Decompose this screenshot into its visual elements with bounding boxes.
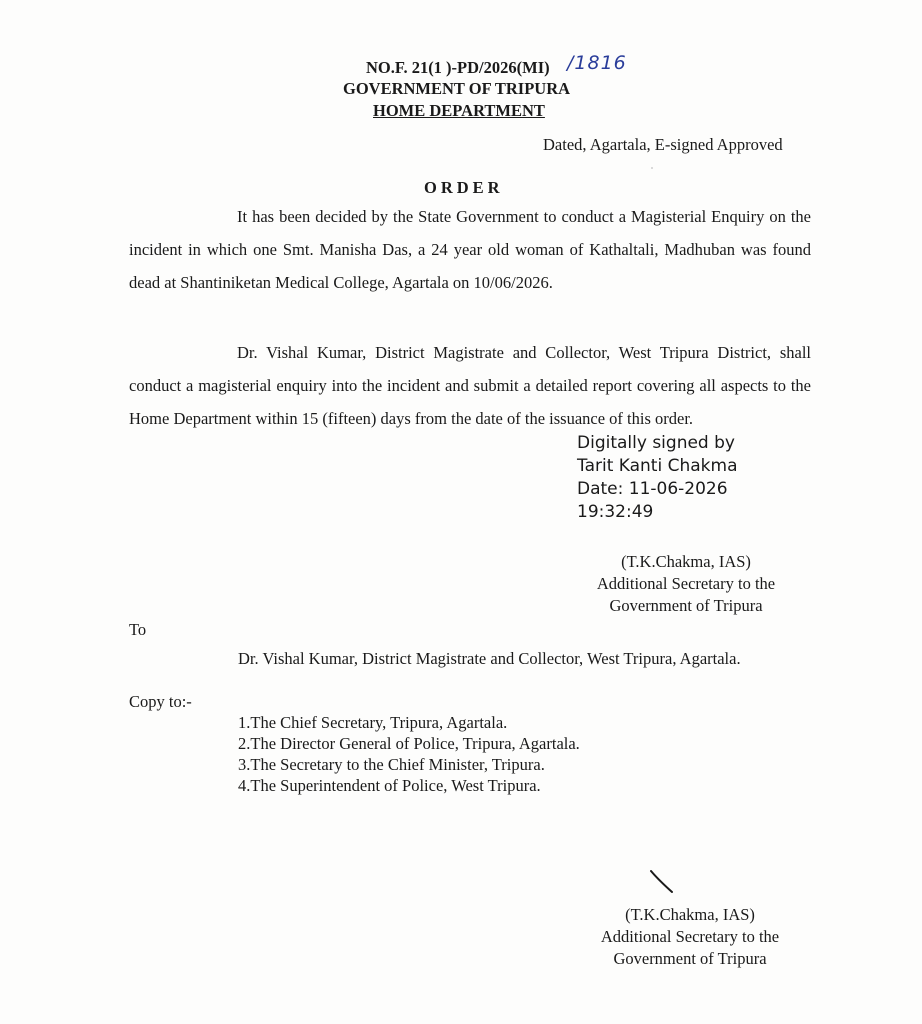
signatory-2-organization: Government of Tripura	[613, 949, 767, 968]
to-label: To	[129, 620, 147, 639]
order-heading: ORDER	[424, 178, 504, 197]
signatory-organization: Government of Tripura	[609, 596, 763, 615]
to-addressee: Dr. Vishal Kumar, District Magistrate and Collector, West Tripura, Agartala.	[238, 649, 741, 668]
digital-signature-line-2: Tarit Kanti Chakma	[577, 456, 738, 476]
digital-signature-line-1: Digitally signed by	[577, 433, 735, 453]
signatory-2-designation: Additional Secretary to the	[600, 927, 780, 946]
scan-speck	[651, 167, 653, 169]
dated-line: Dated, Agartala, E-signed Approved	[543, 135, 783, 154]
copy-to-list	[238, 712, 580, 796]
reference-number: NO.F. 21(1 )-PD/2026(MI)	[366, 58, 550, 77]
copy-to-item: 4.The Superintendent of Police, West Tripura.	[238, 776, 541, 795]
order-paragraph-2: Dr. Vishal Kumar, District Magistrate and Collector, West Tripura District, shall conduct a magisterial enquiry into the incident and submit a detailed report covering all aspects to the Home Department within 15 (fifteen) days from the date of the issuance of this order.	[129, 343, 811, 428]
government-title: GOVERNMENT OF TRIPURA	[343, 79, 571, 98]
pen-signature-mark	[648, 868, 676, 896]
signatory-name: (T.K.Chakma, IAS)	[621, 552, 751, 571]
signature-block-1	[578, 551, 794, 617]
department-title: HOME DEPARTMENT	[373, 101, 545, 120]
digital-signature-line-4: 19:32:49	[577, 502, 654, 522]
signatory-2-name: (T.K.Chakma, IAS)	[625, 905, 755, 924]
signatory-designation: Additional Secretary to the	[596, 574, 776, 593]
copy-to-label: Copy to:-	[129, 692, 192, 711]
copy-to-item: 1.The Chief Secretary, Tripura, Agartala.	[238, 713, 508, 732]
copy-to-item: 3.The Secretary to the Chief Minister, Tripura.	[238, 755, 545, 774]
digital-signature-stamp	[577, 432, 777, 524]
order-paragraph-1: It has been decided by the State Government to conduct a Magisterial Enquiry on the incident in which one Smt. Manisha Das, a 24 year old woman of Kathaltali, Madhuban was found dead at Shantiniketan Medical College, Agartala on 10/06/2026.	[129, 207, 811, 292]
handwritten-reference: /1816	[567, 52, 627, 74]
copy-to-item: 2.The Director General of Police, Tripura, Agartala.	[238, 734, 580, 753]
signature-block-2	[580, 904, 800, 970]
digital-signature-line-3: Date: 11-06-2026	[577, 479, 728, 499]
